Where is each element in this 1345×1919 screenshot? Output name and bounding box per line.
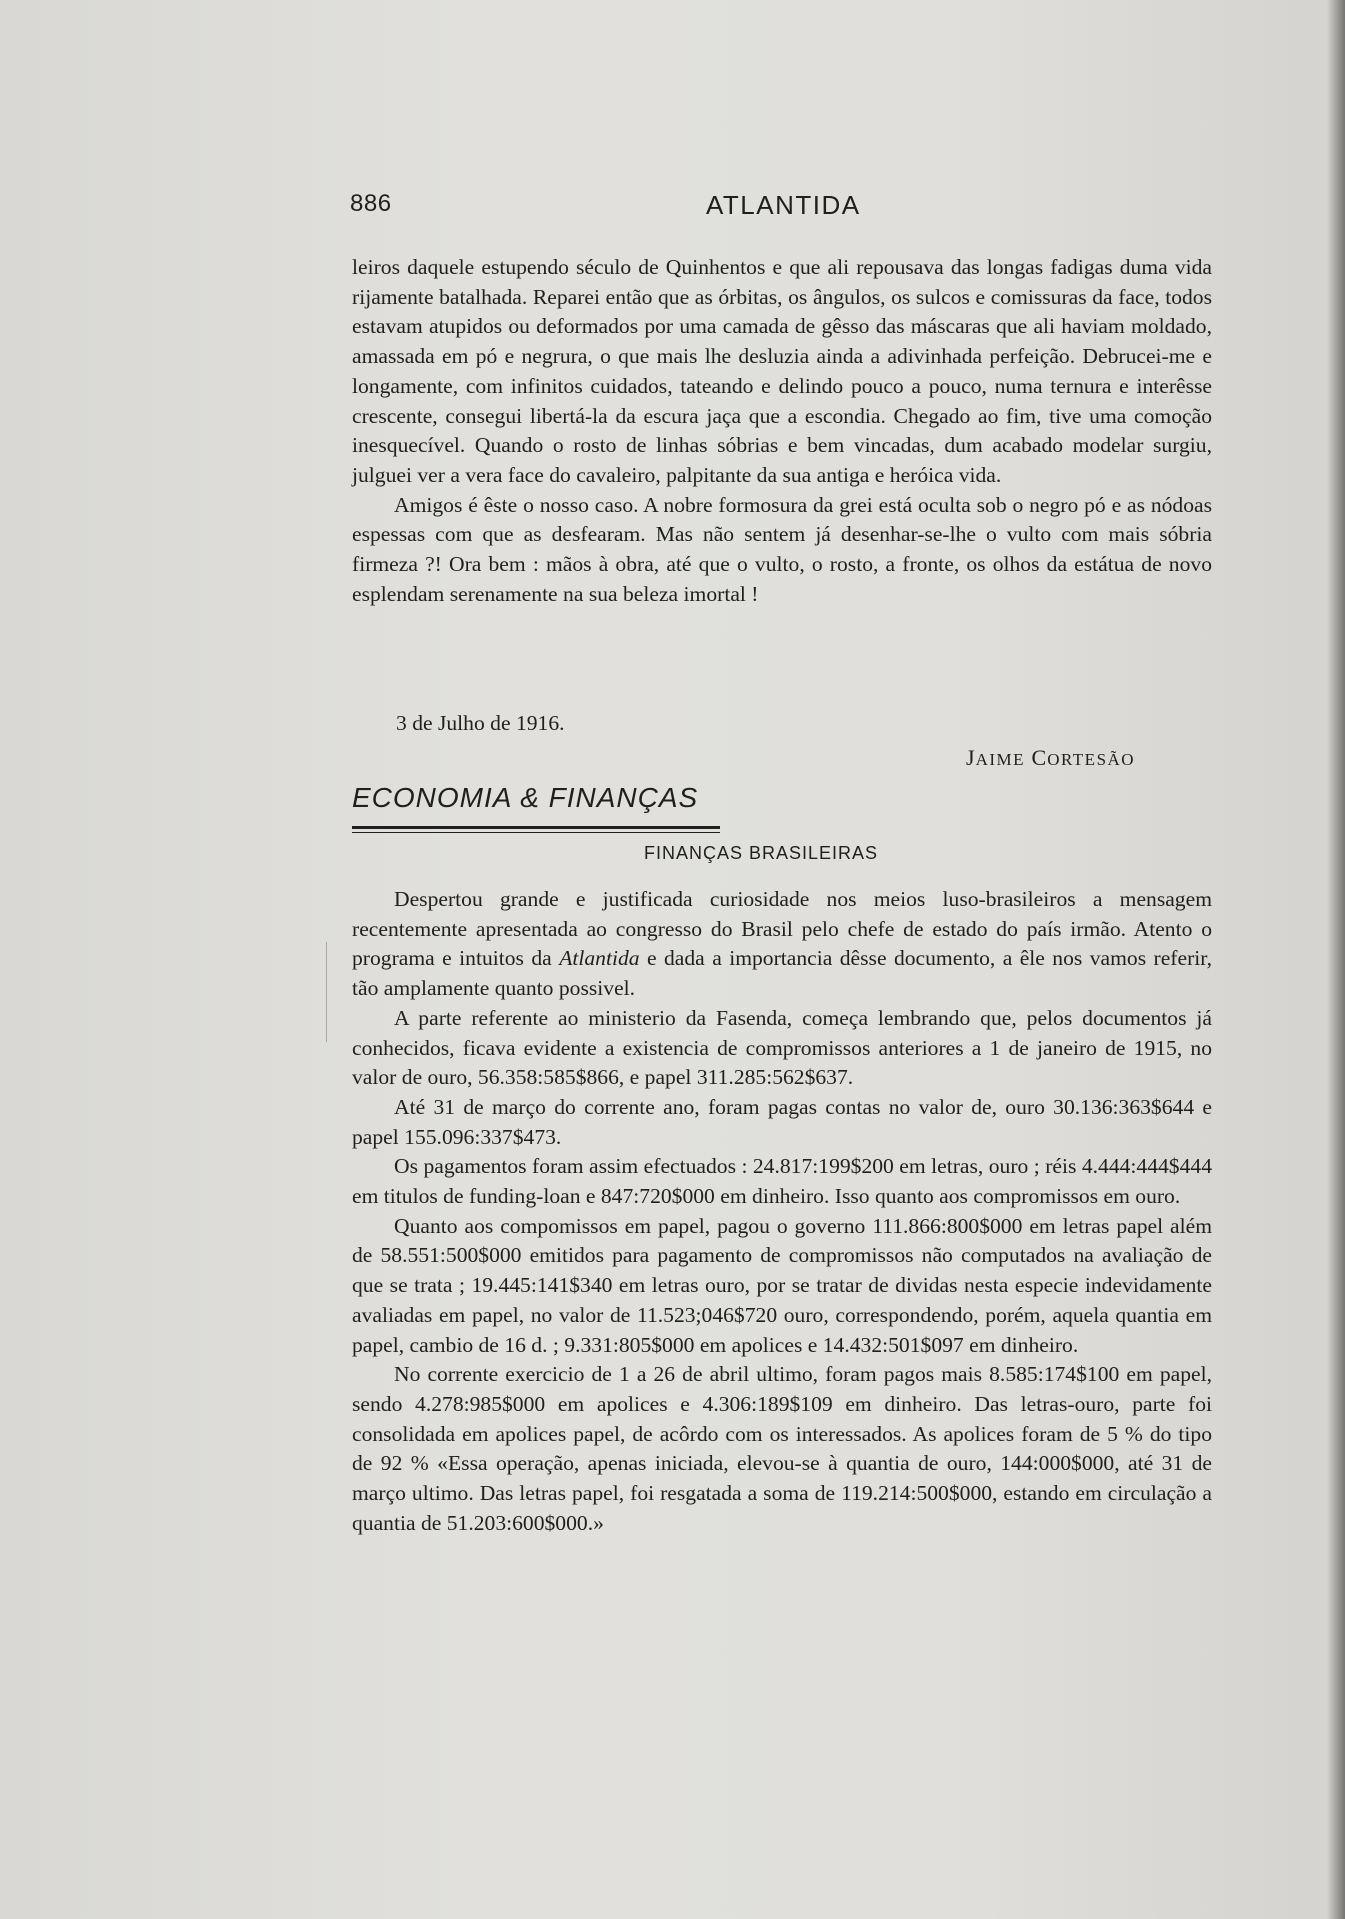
running-header bbox=[350, 190, 1170, 230]
finance-paragraph: Até 31 de março do corrente ano, foram pagas contas no valor de, ouro 30.136:363$644 e papel 155.096:337$473. bbox=[352, 1094, 1212, 1149]
margin-mark bbox=[326, 942, 327, 1042]
essay-paragraph: leiros daquele estupendo século de Quinhentos e que ali repousava das longas fadigas duma vida rijamente batalhada. Reparei então que as órbitas, os ângulos, os sulcos e comissuras da face, todos estavam atupidos ou deformados por uma camada de gêsso das máscaras que ali haviam moldado, amassada em pó e negrura, o que mais lhe desluzia ainda a adivinhada perfeição. Debrucei-me e longamente, com infinitos cuidados, tateando e delindo pouco a pouco, numa ternura e interêsse crescente, consegui libertá-la da escura jaça que a escondia. Chegado ao fim, tive uma comoção inesquecível. Quando o rosto de linhas sóbrias e bem vincadas, dum acabado modelar surgiu, julguei ver a vera face do cavaleiro, palpitante da sua antiga e heróica vida. bbox=[352, 255, 1212, 487]
author-initial: J bbox=[966, 745, 976, 770]
article-subheading: FINANÇAS BRASILEIRAS bbox=[644, 843, 879, 863]
finance-text-run: e dada a importancia dêsse documento, a êle nos vamos referir, tão amplamente quanto possivel. bbox=[352, 946, 1212, 1001]
finance-paragraph bbox=[352, 885, 1212, 1004]
journal-title: ATLANTIDA bbox=[706, 190, 861, 220]
section-title: ECONOMIA & FINANÇAS bbox=[352, 782, 699, 813]
finance-paragraph: Os pagamentos foram assim efectuados : 24.817:199$200 em letras, ouro ; réis 4.444:444$444 em titulos de funding-loan e 847:720$000 em dinheiro. Isso quanto aos compromissos em ouro. bbox=[352, 1154, 1212, 1209]
essay-paragraph: Amigos é êste o nosso caso. A nobre formosura da grei está oculta sob o negro pó e as nódoas espessas com que as desfearam. Mas não sentem já desenhar-se-lhe o vulto com mais sóbria firmeza ?! Ora bem : mãos à obra, até que o vulto, o rosto, a fronte, os olhos da estátua de novo esplendam serenamente na sua beleza imortal ! bbox=[352, 492, 1212, 606]
finance-paragraph: Quanto aos compomissos em papel, pagou o governo 111.866:800$000 em letras papel além de 58.551:500$000 emitidos para pagamento de compromissos não computados na avaliação de que se trata ; 19.445:141$340 em letras ouro, por se tratar de dividas nesta especie indevidamente avaliadas em papel, no valor de 11.523;046$720 ouro, correspondendo, porém, aquela quantia em papel, cambio de 16 d. ; 9.331:805$000 em apolices e 14.432:501$097 em dinheiro. bbox=[352, 1213, 1212, 1357]
page-edge-shadow bbox=[1327, 0, 1345, 1919]
finance-paragraph: No corrente exercicio de 1 a 26 de abril ultimo, foram pagos mais 8.585:174$100 em papel, sendo 4.278:985$000 em apolices e 4.306:189$109 em dinheiro. Das letras-ouro, parte foi consolidada em apolices papel, de acôrdo com os interessados. As apolices foram de 5 % do tipo de 92 % «Essa operação, apenas iniciada, elevou-se à quantia de ouro, 144:000$000, até 31 de março ultimo. Das letras papel, foi resgatada a soma de 119.214:500$000, estando em circulação a quantia de 51.203:600$000.» bbox=[352, 1362, 1212, 1535]
finance-paragraph: A parte referente ao ministerio da Fasenda, começa lembrando que, pelos documentos já conhecidos, ficava evidente a existencia de compromissos anteriores a 1 de janeiro de 1915, no valor de ouro, 56.358:585$866, e papel 311.285:562$637. bbox=[352, 1005, 1212, 1090]
essay-date: 3 de Julho de 1916. bbox=[396, 711, 565, 735]
section-title-underline bbox=[352, 826, 720, 829]
journal-name-italic: Atlantida bbox=[559, 946, 640, 971]
author-initial: C bbox=[1031, 745, 1048, 770]
page-number: 886 bbox=[350, 190, 392, 217]
author-signature bbox=[966, 745, 1135, 771]
essay-text bbox=[352, 253, 1212, 609]
section-title-underline bbox=[352, 832, 720, 833]
finance-text-run: Despertou grande e justificada curiosidade nos meios luso-brasileiros a mensagem recentemente apresentada ao congresso do Brasil pelo chefe de estado do país irmão. Atento o programa e intuitos da bbox=[352, 887, 1212, 971]
author-name-rest: ORTESÃO bbox=[1047, 750, 1136, 769]
author-name-rest: AIME bbox=[975, 750, 1026, 769]
finance-text bbox=[352, 885, 1212, 1538]
